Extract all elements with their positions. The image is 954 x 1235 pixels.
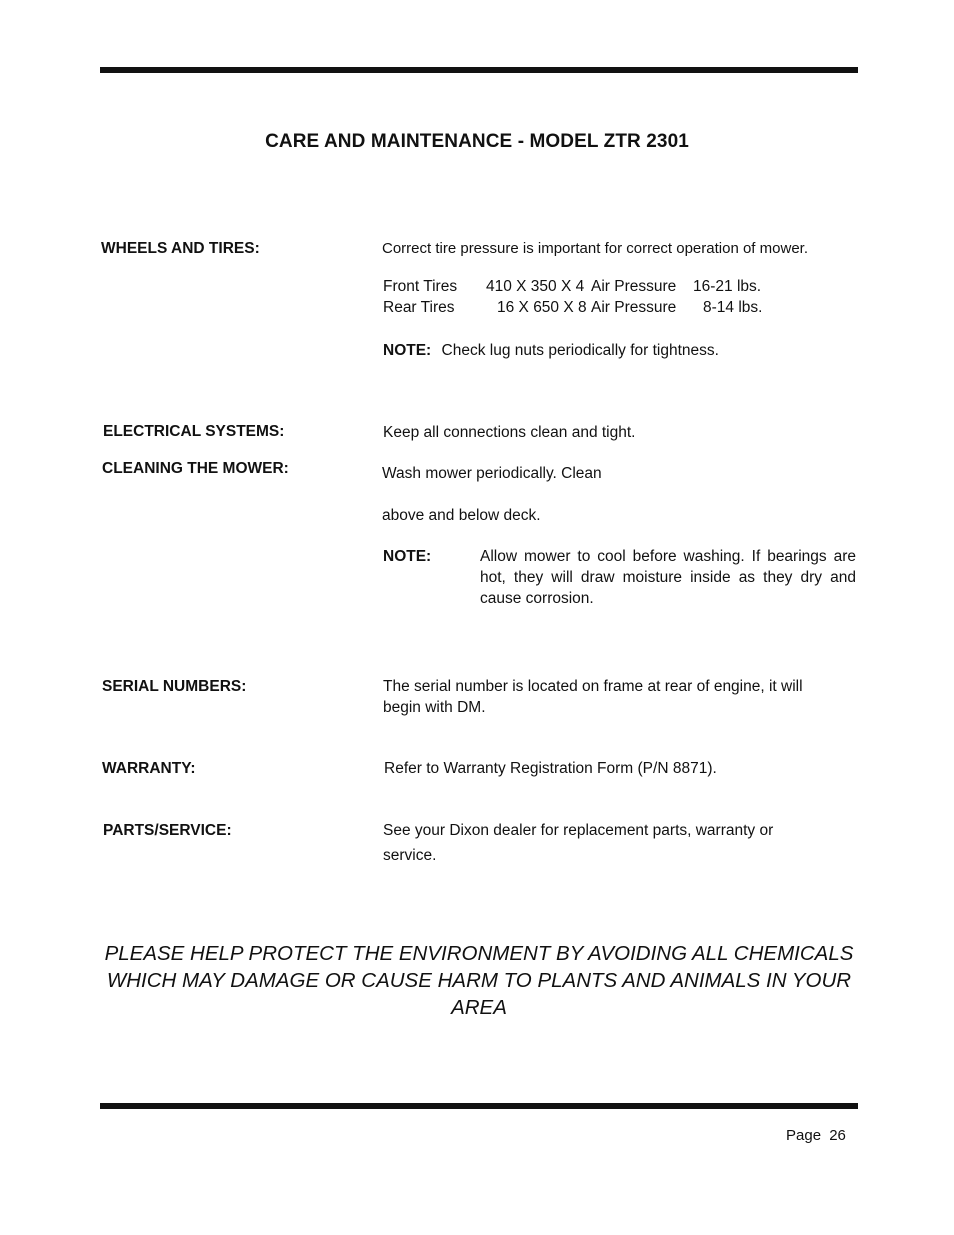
front-tire-pressure: 16-21 lbs. — [693, 278, 762, 295]
front-tire-pressure-label: Air Pressure — [591, 278, 677, 295]
rear-tire-pressure-label: Air Pressure — [591, 299, 677, 316]
serial-label: SERIAL NUMBERS: — [102, 678, 247, 695]
front-tire-name: Front Tires — [383, 278, 458, 295]
electrical-text: Keep all connections clean and tight. — [383, 424, 636, 441]
wheels-note-text: Check lug nuts periodically for tightness. — [441, 342, 719, 359]
wheels-tires-intro: Correct tire pressure is important for correct operation of mower. — [382, 240, 808, 257]
page-title: CARE AND MAINTENANCE - MODEL ZTR 2301 — [265, 131, 689, 152]
serial-text: The serial number is located on frame at rear of engine, it will begin with DM. — [383, 678, 803, 716]
page-number-label: Page — [786, 1127, 822, 1144]
cleaning-note-text: Allow mower to cool before washing. If bearings are hot, they will draw moisture inside as they dry and cause corrosion. — [480, 548, 856, 607]
cleaning-line2: above and below deck. — [382, 507, 541, 524]
cleaning-note-label — [383, 546, 431, 567]
page-number — [786, 1127, 846, 1144]
top-rule — [100, 67, 858, 73]
warranty-text: Refer to Warranty Registration Form (P/N 8871). — [384, 760, 717, 777]
bottom-rule — [100, 1103, 858, 1109]
rear-tire-size: 16 X 650 X 8 — [497, 299, 587, 316]
rear-tire-name: Rear Tires — [383, 299, 455, 316]
parts-service-line2: service. — [383, 847, 437, 864]
electrical-label: ELECTRICAL SYSTEMS: — [103, 423, 285, 440]
wheels-note — [383, 340, 719, 361]
cleaning-label: CLEANING THE MOWER: — [102, 460, 289, 477]
wheels-tires-label: WHEELS AND TIRES: — [101, 240, 260, 257]
front-tire-size: 410 X 350 X 4 — [486, 278, 585, 295]
wheels-note-label: NOTE: — [383, 342, 432, 359]
parts-service-line1: See your Dixon dealer for replacement parts, warranty or — [383, 822, 774, 839]
cleaning-line1: Wash mower periodically. Clean — [382, 465, 602, 482]
environment-notice: PLEASE HELP PROTECT THE ENVIRONMENT BY AVOIDING ALL CHEMICALS WHICH MAY DAMAGE OR CAUSE HARM TO PLANTS AND ANIMALS IN YOUR AREA — [104, 942, 854, 1019]
rear-tire-pressure: 8-14 lbs. — [703, 299, 763, 316]
warranty-label: WARRANTY: — [102, 760, 196, 777]
page-number-value: 26 — [829, 1127, 846, 1144]
cleaning-note-label-text: NOTE: — [383, 548, 432, 565]
parts-service-label: PARTS/SERVICE: — [103, 822, 232, 839]
